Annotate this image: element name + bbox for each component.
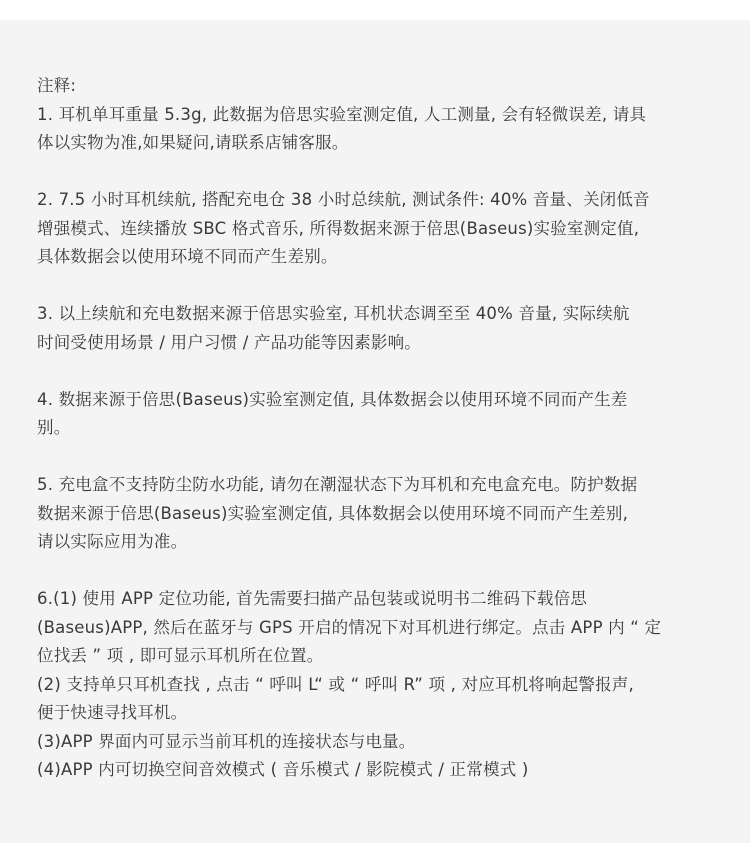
note-line: (Baseus)APP, 然后在蓝牙与 GPS 开启的情况下对耳机进行绑定。点击 APP 内 “ 定 — [37, 617, 662, 637]
note-line: 数据来源于倍思(Baseus)实验室测定值, 具体数据会以使用环境不同而产生差别, — [37, 503, 629, 523]
note-5 — [37, 471, 717, 557]
notes-section — [37, 72, 717, 785]
note-3 — [37, 300, 717, 357]
note-line: (4)APP 内可切换空间音效模式 ( 音乐模式 / 影院模式 / 正常模式 ) — [37, 760, 529, 779]
note-line: (2) 支持单只耳机查找 , 点击 “ 呼叫 L“ 或 “ 呼叫 R” 项 , 对应耳机将响起警报声, — [37, 674, 634, 694]
notes-title: 注释: — [37, 76, 77, 95]
note-line: 便于快速寻找耳机。 — [37, 703, 188, 722]
note-line: 请以实际应用为准。 — [37, 532, 188, 551]
note-line: 2. 7.5 小时耳机续航, 搭配充电仓 38 小时总续航, 测试条件: 40% 音量、关闭低音 — [37, 190, 650, 209]
note-line: 别。 — [37, 418, 71, 437]
note-line: 增强模式、连续播放 SBC 格式音乐, 所得数据来源于倍思(Baseus)实验室测定值, — [37, 218, 640, 238]
note-6 — [37, 585, 717, 785]
note-line: 具体数据会以使用环境不同而产生差别。 — [37, 247, 338, 266]
note-line: 3. 以上续航和充电数据来源于倍思实验室, 耳机状态调至至 40% 音量, 实际续航 — [37, 304, 630, 323]
note-line: 6.(1) 使用 APP 定位功能, 首先需要扫描产品包装或说明书二维码下载倍思 — [37, 589, 588, 608]
note-2 — [37, 186, 717, 272]
note-line: 5. 充电盒不支持防尘防水功能, 请勿在潮湿状态下为耳机和充电盒充电。防护数据 — [37, 475, 638, 494]
note-line: 体以实物为准,如果疑问,请联系店铺客服。 — [37, 133, 349, 152]
note-line: (3)APP 界面内可显示当前耳机的连接状态与电量。 — [37, 731, 416, 751]
note-line: 1. 耳机单耳重量 5.3g, 此数据为倍思实验室测定值, 人工测量, 会有轻微误差, 请具 — [37, 104, 647, 124]
note-4 — [37, 386, 717, 443]
note-line: 位找丢 ” 项 , 即可显示耳机所在位置。 — [37, 646, 324, 665]
note-1 — [37, 101, 717, 158]
note-line: 时间受使用场景 / 用户习惯 / 产品功能等因素影响。 — [37, 332, 421, 352]
note-line: 4. 数据来源于倍思(Baseus)实验室测定值, 具体数据会以使用环境不同而产生差 — [37, 389, 628, 409]
